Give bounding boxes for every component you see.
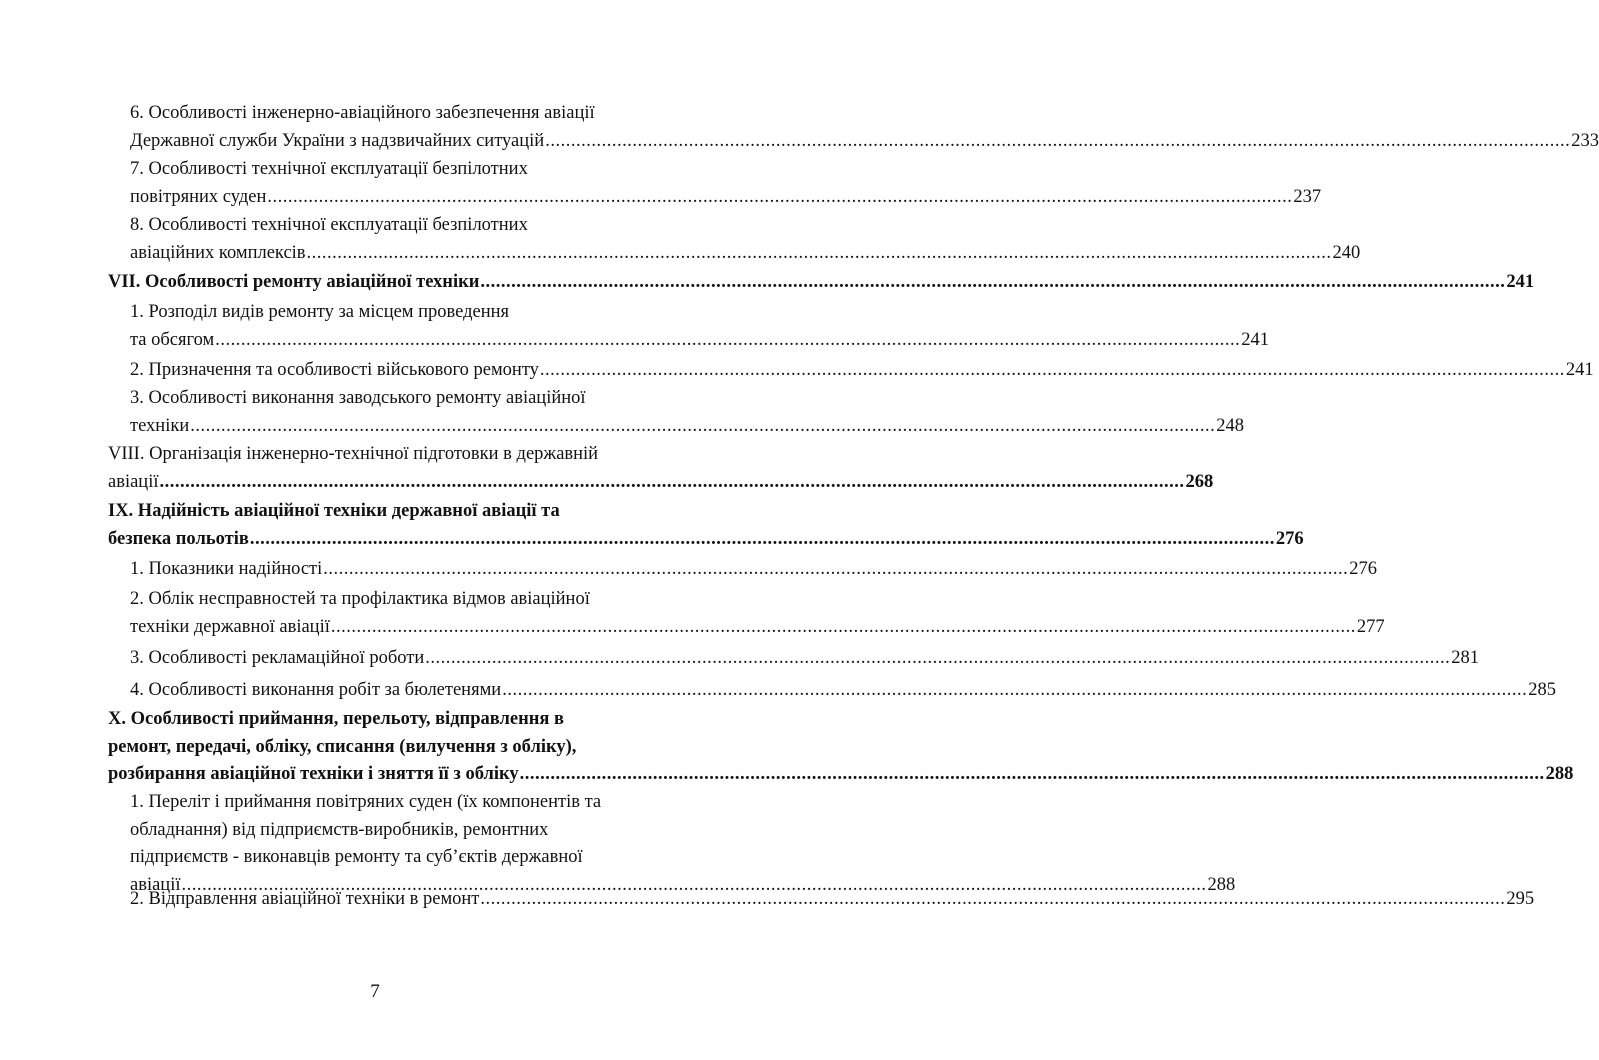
- toc-entry-page: 277: [1356, 616, 1385, 637]
- dot-leader: ........................................................................................................................................................................................................: [323, 559, 1349, 579]
- toc-entry-title: авіаційних комплексів: [130, 242, 306, 263]
- toc-entry-title: X. Особливості приймання, перельоту, відправлення в: [108, 709, 565, 729]
- toc-entry-last-line: [130, 677, 1556, 703]
- toc-entry-line: [130, 156, 612, 182]
- toc-entry-last-line: [130, 614, 1385, 640]
- dot-leader: ........................................................................................................................................................................................................: [480, 272, 1506, 292]
- toc-entry-title: авіації: [130, 874, 181, 895]
- toc-entry-title: VIII. Організація інженерно-технічної підготовки в державній: [108, 444, 599, 464]
- toc-entry-title: 3. Особливості рекламаційної роботи: [130, 648, 425, 668]
- toc-entry-line: [130, 817, 612, 843]
- toc-entry-page: 233: [1571, 130, 1599, 151]
- toc-entry-last-line: [130, 240, 1361, 266]
- toc-entry-page: 268: [1185, 471, 1214, 492]
- toc-entry-page: 276: [1275, 528, 1304, 549]
- dot-leader: ........................................................................................................................................................................................................: [539, 360, 1565, 380]
- toc-entry-page: 276: [1349, 559, 1378, 579]
- dot-leader: ........................................................................................................................................................................................................: [425, 648, 1451, 668]
- toc-entry-last-line: [130, 184, 1322, 210]
- toc-entry-title: техніки: [130, 415, 190, 436]
- page-number: 7: [370, 981, 380, 1002]
- toc-entry-title: 2. Призначення та особливості військового ремонту: [130, 360, 539, 380]
- dot-leader: ........................................................................................................................................................................................................: [519, 764, 1545, 784]
- toc-entry-title: 2. Облік несправностей та профілактика відмов авіаційної: [130, 589, 590, 609]
- toc-entry-title: 1. Розподіл видів ремонту за місцем проведення: [130, 302, 510, 322]
- toc-entry-title: авіації: [108, 471, 159, 492]
- toc-entry-page: 248: [1216, 415, 1244, 436]
- dot-leader: ........................................................................................................................................................................................................: [480, 889, 1506, 909]
- toc-entry-line: [130, 299, 612, 325]
- dot-leader: ........................................................................................................................................................................................................: [545, 130, 1571, 151]
- toc-entry-line: [108, 441, 612, 467]
- toc-entry-last-line: [130, 128, 1599, 154]
- toc-entry-page: 285: [1528, 680, 1556, 700]
- toc-entry-last-line: [130, 413, 1244, 439]
- toc-entry-title: 8. Особливості технічної експлуатації безпілотних: [130, 215, 528, 235]
- toc-entry-line: [130, 212, 612, 238]
- toc-entry-page: 240: [1332, 242, 1361, 263]
- toc-entry-title: 3. Особливості виконання заводського ремонту авіаційної: [130, 388, 586, 408]
- dot-leader: ........................................................................................................................................................................................................: [502, 680, 1528, 700]
- toc-entry-page: 241: [1565, 360, 1594, 380]
- dot-leader: ........................................................................................................................................................................................................: [249, 528, 1275, 549]
- toc-entry-last-line: [130, 645, 1479, 671]
- dot-leader: ........................................................................................................................................................................................................: [215, 329, 1241, 350]
- dot-leader: ........................................................................................................................................................................................................: [306, 242, 1332, 263]
- toc-entry-title: 7. Особливості технічної експлуатації безпілотних: [130, 159, 528, 179]
- toc-entry-page: 237: [1293, 186, 1322, 207]
- toc-entry-title: 4. Особливості виконання робіт за бюлетенями: [130, 680, 502, 700]
- dot-leader: ........................................................................................................................................................................................................: [190, 415, 1216, 436]
- toc-entry-line: [130, 844, 612, 870]
- toc-entry-line: [130, 385, 612, 411]
- toc-entry-page: 288: [1545, 764, 1574, 784]
- dot-leader: ........................................................................................................................................................................................................: [330, 616, 1356, 637]
- toc-entry-page: 241: [1241, 329, 1270, 350]
- toc-entry-last-line: [108, 269, 1535, 295]
- toc-entry-last-line: [108, 469, 1214, 495]
- toc-entry-last-line: [108, 761, 1574, 787]
- toc-entry-title: VII. Особливості ремонту авіаційної техніки: [108, 272, 480, 292]
- toc-entry-title: 1. Показники надійності: [130, 559, 323, 579]
- toc-entry-title: 2. Відправлення авіаційної техніки в ремонт: [130, 889, 480, 909]
- toc-entry-last-line: [130, 327, 1270, 353]
- toc-entry-title: повітряних суден: [130, 186, 267, 207]
- toc-entry-page: 288: [1207, 874, 1236, 895]
- toc-entry-title: та обсягом: [130, 329, 215, 350]
- toc-entry-title: ремонт, передачі, обліку, списання (вилучення з обліку),: [108, 736, 577, 757]
- toc-entry-title: розбирання авіаційної техніки і зняття її з обліку: [108, 764, 519, 784]
- toc-entry-last-line: [130, 556, 1378, 582]
- toc-entry-title: 6. Особливості інженерно-авіаційного забезпечення авіації: [130, 103, 595, 123]
- toc-entry-title: техніки державної авіації: [130, 616, 330, 637]
- toc-entry-title: 1. Переліт і приймання повітряних суден (їх компонентів та: [130, 792, 602, 812]
- toc-entry-title: підприємств - виконавців ремонту та суб’єктів державної: [130, 847, 583, 867]
- toc-entry-title: безпека польотів: [108, 528, 249, 549]
- dot-leader: ........................................................................................................................................................................................................: [159, 471, 1185, 492]
- toc-entry-last-line: [130, 357, 1594, 383]
- toc-entry-page: 295: [1506, 889, 1535, 909]
- toc-entry-page: 281: [1451, 648, 1479, 668]
- toc-entry-title: IX. Надійність авіаційної техніки державної авіації та: [108, 501, 560, 521]
- toc-entry-line: [130, 789, 612, 815]
- toc-entry-last-line: [108, 526, 1304, 552]
- toc-entry-line: [130, 586, 612, 612]
- dot-leader: ........................................................................................................................................................................................................: [267, 186, 1293, 207]
- toc-entry-line: [130, 100, 612, 126]
- toc-entry-line: [108, 734, 612, 760]
- toc-entry-title: Державної служби України з надзвичайних ситуацій: [130, 130, 545, 151]
- toc-entry-title: обладнання) від підприємств-виробників, ремонтних: [130, 819, 549, 840]
- toc-entry-line: [108, 706, 612, 732]
- toc-entry-page: 241: [1506, 272, 1535, 292]
- dot-leader: ........................................................................................................................................................................................................: [181, 874, 1207, 895]
- toc-entry-last-line: [130, 886, 1535, 912]
- toc-entry-line: [108, 498, 612, 524]
